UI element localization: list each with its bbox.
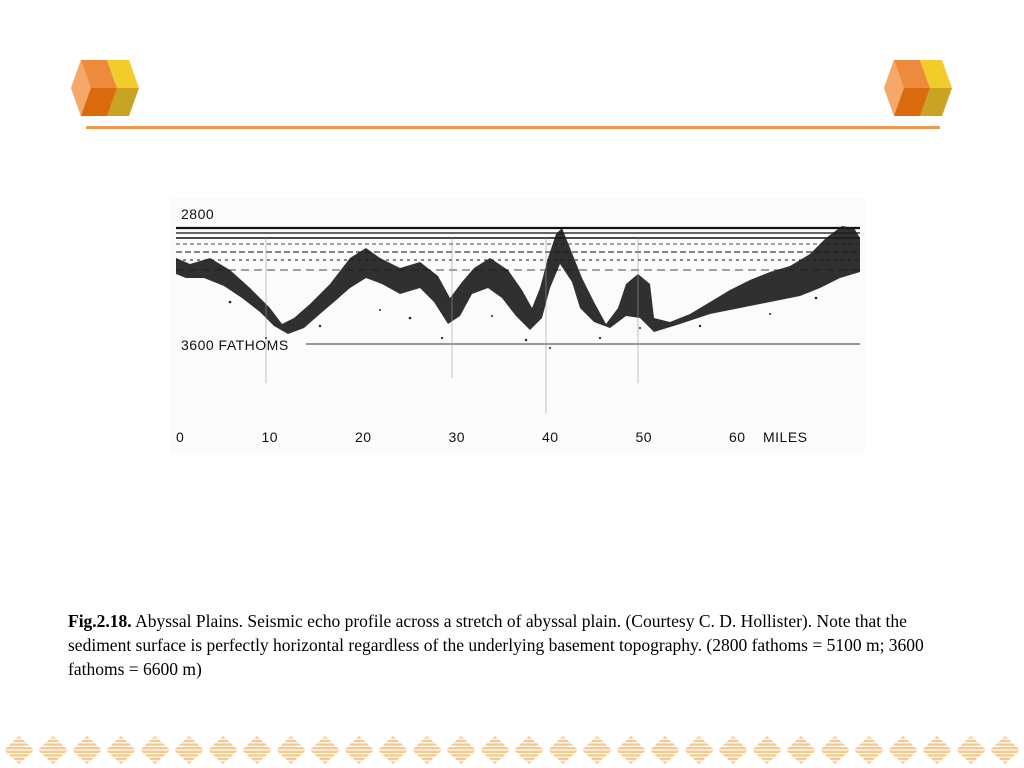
distance-tick-label: 50 — [635, 429, 653, 445]
seismic-profile-figure — [170, 198, 865, 453]
distance-unit-label: MILES — [763, 429, 808, 445]
caption-label: Fig.2.18. — [68, 611, 132, 631]
figure-caption — [68, 609, 963, 681]
distance-tick-label: 10 — [261, 429, 279, 445]
depth-bottom-label: 3600 FATHOMS — [181, 337, 289, 353]
footer-diamond-pattern — [0, 733, 1024, 768]
distance-tick-label: 20 — [355, 429, 372, 445]
distance-tick-label: 40 — [542, 429, 559, 445]
cube-logo-icon — [67, 58, 141, 118]
distance-tick-label: 60 — [729, 429, 746, 445]
distance-tick-label: 0 — [176, 429, 185, 445]
distance-tick-label: 30 — [448, 429, 466, 445]
caption-text: Abyssal Plains. Seismic echo profile across a stretch of abyssal plain. (Courtesy C. D. Hollister). Note that the sediment surface is perfectly horizontal regardless of the underlying basement topography. (2800 fathoms = 5100 m; 3600 fathoms = 6600 m) — [68, 611, 924, 679]
depth-top-label: 2800 — [181, 206, 215, 222]
cube-logo-icon — [880, 58, 954, 118]
header-divider — [86, 126, 940, 129]
